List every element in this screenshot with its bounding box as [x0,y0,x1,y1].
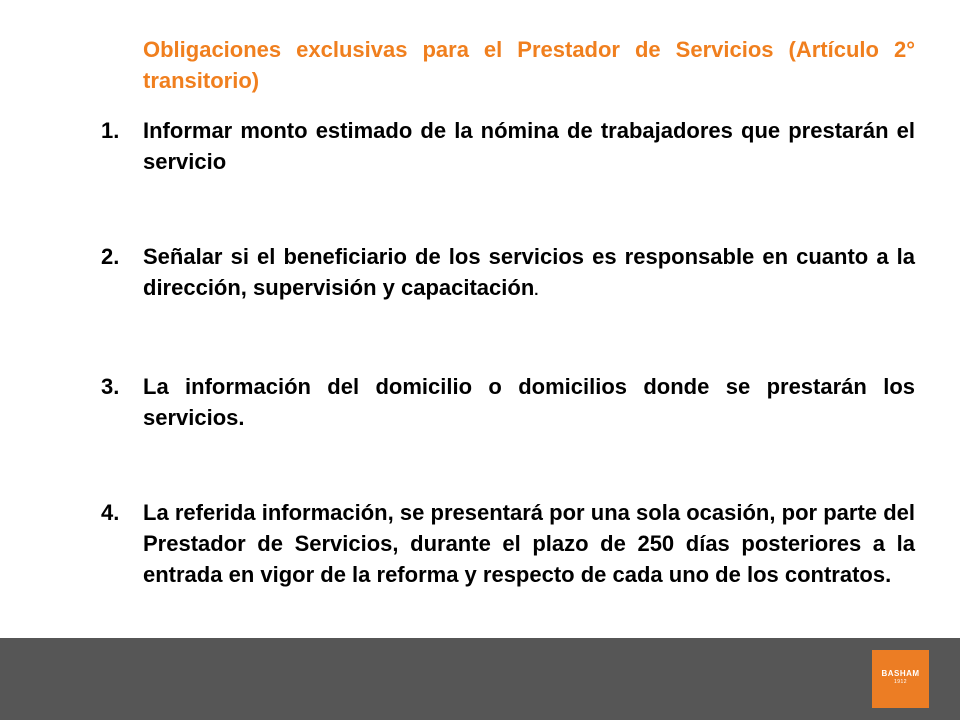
list-item-2 [101,241,915,306]
list-item-period: . [534,282,539,299]
list-item-4 [101,497,915,590]
list-item-number: 1. [101,118,120,143]
list-item-text: La información del domicilio o domicilios donde se prestarán los servicios. [143,374,915,430]
slide-title: Obligaciones exclusivas para el Prestador de Servicios (Artículo 2° transitorio) [143,37,915,93]
list-item-number: 4. [101,500,120,525]
list-item-3 [101,371,915,433]
list-item-text: La referida información, se presentará por una sola ocasión, por parte del Prestador de Servicios, durante el plazo de 250 días posteriores a la entrada en vigor de la reforma y respecto de cada uno de los contratos. [143,500,915,587]
logo-year: 1912 [893,679,908,685]
list-item-text: Señalar si el beneficiario de los servicios es responsable en cuanto a la dirección, supervisión y capacitación [143,244,915,300]
list-item-number: 2. [101,244,120,269]
list-item-text: Informar monto estimado de la nómina de trabajadores que prestarán el servicio [143,118,915,174]
list-item-text-container [143,241,915,306]
logo-wordmark: BASHAM [881,669,920,678]
list-item-number: 3. [101,374,120,399]
list-item-1 [101,115,915,177]
basham-logo [872,650,929,708]
footer-bar [0,638,960,720]
